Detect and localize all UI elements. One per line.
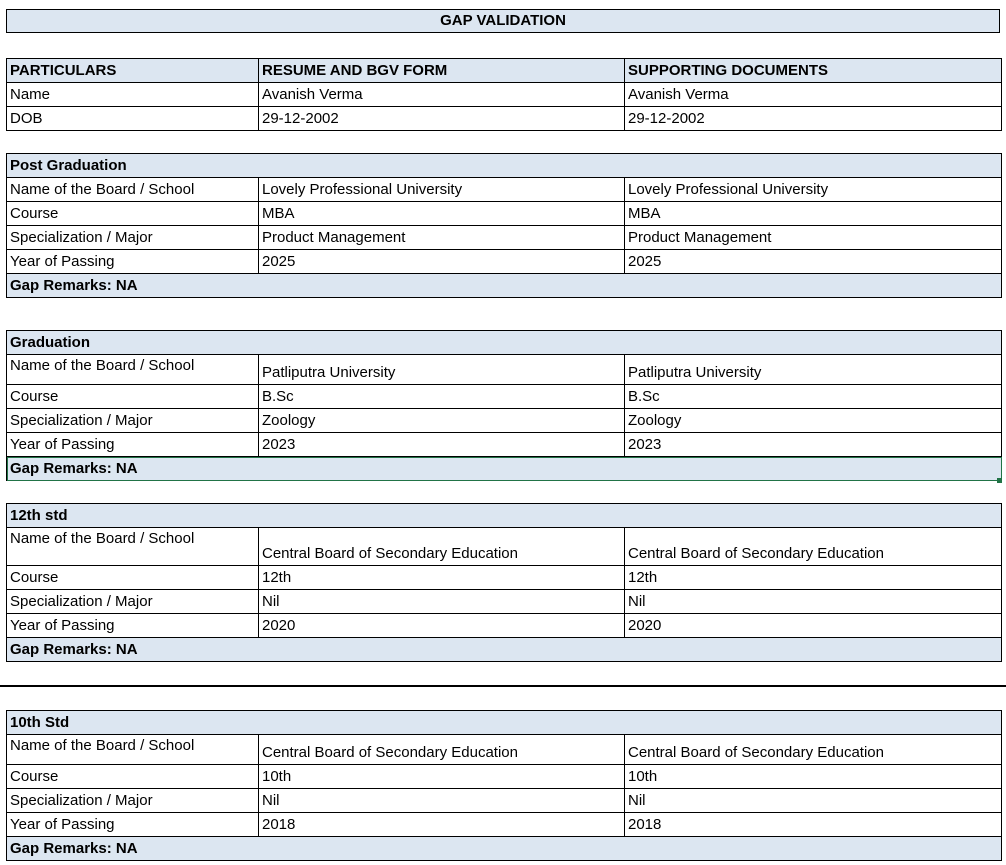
row-label[interactable]: Specialization / Major <box>7 789 259 813</box>
row-label[interactable]: Year of Passing <box>7 250 259 274</box>
table-row <box>7 250 1002 274</box>
remarks-row <box>7 274 1002 298</box>
resume-cell[interactable]: Patliputra University <box>259 355 625 385</box>
section-heading-row <box>7 331 1002 355</box>
docs-cell[interactable]: 2020 <box>625 614 1002 638</box>
row-label[interactable]: Name of the Board / School <box>7 178 259 202</box>
row-label[interactable]: Course <box>7 566 259 590</box>
resume-cell[interactable]: 12th <box>259 566 625 590</box>
resume-cell[interactable]: 2018 <box>259 813 625 837</box>
row-label[interactable]: Name <box>7 83 259 107</box>
gap-remarks[interactable]: Gap Remarks: NA <box>7 638 1002 662</box>
row-label[interactable]: Year of Passing <box>7 813 259 837</box>
gap-remarks[interactable]: Gap Remarks: NA <box>7 837 1002 861</box>
row-label[interactable]: Specialization / Major <box>7 590 259 614</box>
resume-cell[interactable]: B.Sc <box>259 385 625 409</box>
table-row <box>7 813 1002 837</box>
graduation-table <box>6 330 1002 481</box>
resume-cell[interactable]: Lovely Professional University <box>259 178 625 202</box>
docs-cell[interactable]: Central Board of Secondary Education <box>625 735 1002 765</box>
docs-cell[interactable]: MBA <box>625 202 1002 226</box>
header-particulars[interactable]: PARTICULARS <box>7 59 259 83</box>
table-row <box>7 226 1002 250</box>
resume-cell[interactable]: 2023 <box>259 433 625 457</box>
table-row <box>7 409 1002 433</box>
section-heading[interactable]: Graduation <box>7 331 1002 355</box>
resume-cell[interactable]: Zoology <box>259 409 625 433</box>
resume-cell[interactable]: Nil <box>259 789 625 813</box>
docs-cell[interactable]: 29-12-2002 <box>625 107 1002 131</box>
docs-cell[interactable]: 2025 <box>625 250 1002 274</box>
header-resume[interactable]: RESUME AND BGV FORM <box>259 59 625 83</box>
docs-cell[interactable]: Patliputra University <box>625 355 1002 385</box>
table-row <box>7 202 1002 226</box>
gap-remarks[interactable]: Gap Remarks: NA <box>7 457 1002 481</box>
row-label[interactable]: DOB <box>7 107 259 131</box>
table-row <box>7 735 1002 765</box>
docs-cell[interactable]: Central Board of Secondary Education <box>625 528 1002 566</box>
docs-cell[interactable]: 2018 <box>625 813 1002 837</box>
docs-cell[interactable]: B.Sc <box>625 385 1002 409</box>
row-label[interactable]: Course <box>7 202 259 226</box>
remarks-row-selected <box>7 457 1002 481</box>
section-heading[interactable]: 12th std <box>7 504 1002 528</box>
resume-cell[interactable]: 2020 <box>259 614 625 638</box>
row-label[interactable]: Course <box>7 385 259 409</box>
tenth-table <box>6 710 1002 861</box>
header-documents[interactable]: SUPPORTING DOCUMENTS <box>625 59 1002 83</box>
table-row <box>7 528 1002 566</box>
page-title[interactable]: GAP VALIDATION <box>6 9 1000 33</box>
table-row <box>7 83 1002 107</box>
table-row <box>7 566 1002 590</box>
table-row <box>7 433 1002 457</box>
resume-cell[interactable]: Product Management <box>259 226 625 250</box>
section-heading[interactable]: 10th Std <box>7 711 1002 735</box>
section-heading-row <box>7 711 1002 735</box>
table-row <box>7 385 1002 409</box>
docs-cell[interactable]: Lovely Professional University <box>625 178 1002 202</box>
table-row <box>7 355 1002 385</box>
row-label[interactable]: Name of the Board / School <box>7 735 259 765</box>
row-label[interactable]: Course <box>7 765 259 789</box>
remarks-row <box>7 638 1002 662</box>
remarks-row <box>7 837 1002 861</box>
docs-cell[interactable]: 2023 <box>625 433 1002 457</box>
docs-cell[interactable]: 12th <box>625 566 1002 590</box>
docs-cell[interactable]: Product Management <box>625 226 1002 250</box>
row-label[interactable]: Year of Passing <box>7 433 259 457</box>
docs-cell[interactable]: Avanish Verma <box>625 83 1002 107</box>
row-label[interactable]: Name of the Board / School <box>7 355 259 385</box>
row-label[interactable]: Specialization / Major <box>7 226 259 250</box>
resume-cell[interactable]: MBA <box>259 202 625 226</box>
row-label[interactable]: Specialization / Major <box>7 409 259 433</box>
docs-cell[interactable]: Nil <box>625 789 1002 813</box>
section-heading-row <box>7 154 1002 178</box>
header-row <box>7 59 1002 83</box>
resume-cell[interactable]: 10th <box>259 765 625 789</box>
table-row <box>7 107 1002 131</box>
gap-remarks[interactable]: Gap Remarks: NA <box>7 274 1002 298</box>
table-row <box>7 590 1002 614</box>
section-heading-row <box>7 504 1002 528</box>
table-row <box>7 765 1002 789</box>
resume-cell[interactable]: Central Board of Secondary Education <box>259 735 625 765</box>
docs-cell[interactable]: Nil <box>625 590 1002 614</box>
resume-cell[interactable]: 29-12-2002 <box>259 107 625 131</box>
post-graduation-table <box>6 153 1002 298</box>
docs-cell[interactable]: 10th <box>625 765 1002 789</box>
row-label[interactable]: Year of Passing <box>7 614 259 638</box>
twelfth-table <box>6 503 1002 662</box>
table-row <box>7 614 1002 638</box>
docs-cell[interactable]: Zoology <box>625 409 1002 433</box>
table-row <box>7 789 1002 813</box>
selection-fill-handle[interactable] <box>997 478 1002 483</box>
section-heading[interactable]: Post Graduation <box>7 154 1002 178</box>
resume-cell[interactable]: Central Board of Secondary Education <box>259 528 625 566</box>
table-row <box>7 178 1002 202</box>
resume-cell[interactable]: 2025 <box>259 250 625 274</box>
page-divider <box>0 685 1006 687</box>
resume-cell[interactable]: Nil <box>259 590 625 614</box>
resume-cell[interactable]: Avanish Verma <box>259 83 625 107</box>
personal-table <box>6 58 1002 131</box>
row-label[interactable]: Name of the Board / School <box>7 528 259 566</box>
